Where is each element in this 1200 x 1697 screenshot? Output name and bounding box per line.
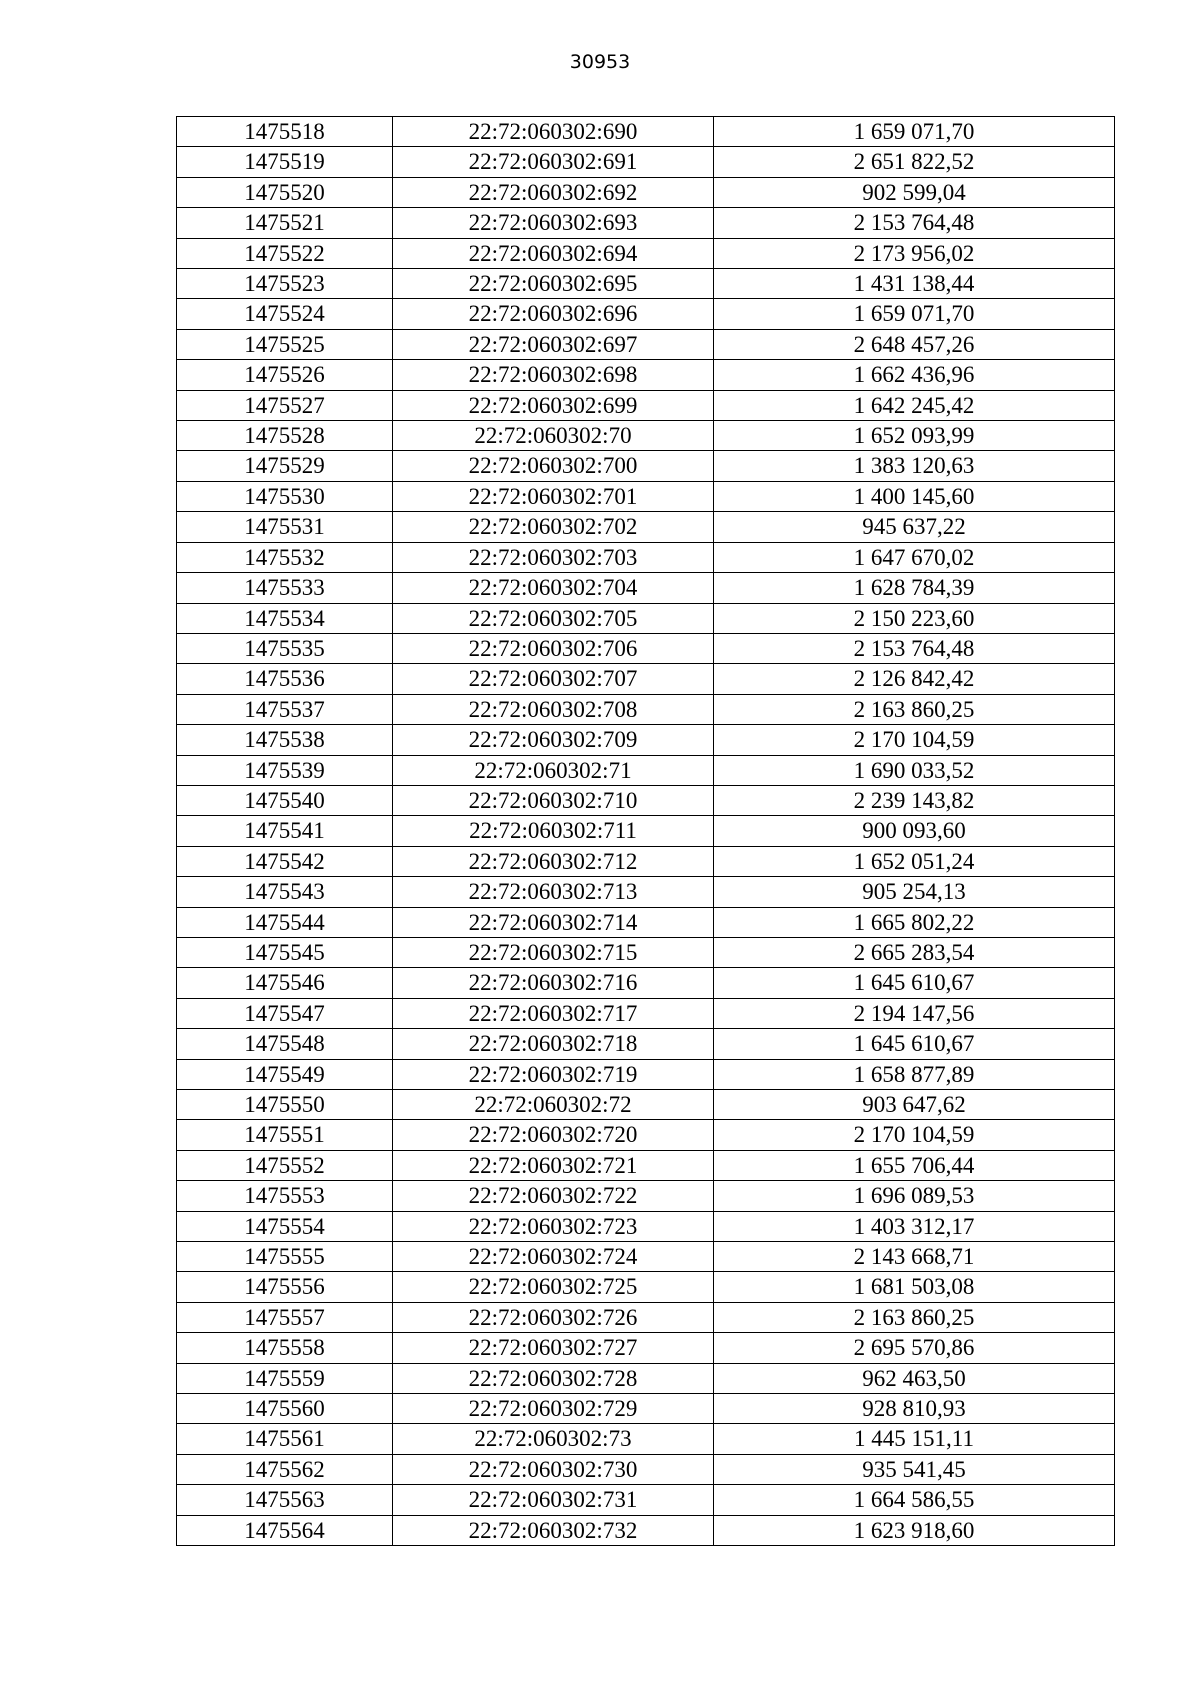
cadastral-value-cell: 2 153 764,48 [714, 208, 1115, 238]
cadastral-value-cell: 1 690 033,52 [714, 755, 1115, 785]
table-row [177, 238, 1115, 268]
row-number-cell: 1475540 [177, 785, 393, 815]
cadastral-value-cell: 1 400 145,60 [714, 481, 1115, 511]
table-row [177, 329, 1115, 359]
cadastral-number-cell: 22:72:060302:732 [393, 1515, 714, 1545]
cadastral-number-cell: 22:72:060302:716 [393, 968, 714, 998]
row-number-cell: 1475530 [177, 481, 393, 511]
table-row [177, 421, 1115, 451]
cadastral-number-cell: 22:72:060302:726 [393, 1302, 714, 1332]
table-row [177, 725, 1115, 755]
row-number-cell: 1475534 [177, 603, 393, 633]
cadastral-value-cell: 2 153 764,48 [714, 633, 1115, 663]
row-number-cell: 1475556 [177, 1272, 393, 1302]
table-row [177, 603, 1115, 633]
cadastral-value-cell: 928 810,93 [714, 1394, 1115, 1424]
row-number-cell: 1475527 [177, 390, 393, 420]
table-row [177, 1424, 1115, 1454]
cadastral-number-cell: 22:72:060302:72 [393, 1090, 714, 1120]
cadastral-number-cell: 22:72:060302:701 [393, 481, 714, 511]
cadastral-number-cell: 22:72:060302:699 [393, 390, 714, 420]
row-number-cell: 1475521 [177, 208, 393, 238]
row-number-cell: 1475557 [177, 1302, 393, 1332]
cadastral-number-cell: 22:72:060302:730 [393, 1454, 714, 1484]
table-row [177, 299, 1115, 329]
cadastral-number-cell: 22:72:060302:706 [393, 633, 714, 663]
row-number-cell: 1475520 [177, 177, 393, 207]
cadastral-number-cell: 22:72:060302:721 [393, 1150, 714, 1180]
row-number-cell: 1475558 [177, 1333, 393, 1363]
table-row [177, 1181, 1115, 1211]
row-number-cell: 1475542 [177, 846, 393, 876]
table-row [177, 177, 1115, 207]
cadastral-number-cell: 22:72:060302:691 [393, 147, 714, 177]
table-row [177, 1272, 1115, 1302]
cadastral-value-cell: 2 239 143,82 [714, 785, 1115, 815]
cadastral-value-cell: 1 655 706,44 [714, 1150, 1115, 1180]
table-row [177, 481, 1115, 511]
row-number-cell: 1475525 [177, 329, 393, 359]
table-row [177, 1150, 1115, 1180]
row-number-cell: 1475561 [177, 1424, 393, 1454]
cadastral-number-cell: 22:72:060302:729 [393, 1394, 714, 1424]
table-row [177, 512, 1115, 542]
cadastral-number-cell: 22:72:060302:709 [393, 725, 714, 755]
table-row [177, 1394, 1115, 1424]
row-number-cell: 1475548 [177, 1029, 393, 1059]
cadastral-value-cell: 935 541,45 [714, 1454, 1115, 1484]
cadastral-number-cell: 22:72:060302:722 [393, 1181, 714, 1211]
table-row [177, 1029, 1115, 1059]
cadastral-value-cell: 900 093,60 [714, 816, 1115, 846]
cadastral-value-cell: 903 647,62 [714, 1090, 1115, 1120]
table-row [177, 573, 1115, 603]
page-number: 30953 [569, 51, 631, 73]
row-number-cell: 1475538 [177, 725, 393, 755]
row-number-cell: 1475549 [177, 1059, 393, 1089]
table-row [177, 633, 1115, 663]
cadastral-number-cell: 22:72:060302:696 [393, 299, 714, 329]
table-row [177, 1090, 1115, 1120]
cadastral-number-cell: 22:72:060302:719 [393, 1059, 714, 1089]
cadastral-number-cell: 22:72:060302:725 [393, 1272, 714, 1302]
cadastral-value-cell: 1 652 051,24 [714, 846, 1115, 876]
row-number-cell: 1475523 [177, 269, 393, 299]
cadastral-value-cell: 1 664 586,55 [714, 1485, 1115, 1515]
cadastral-number-cell: 22:72:060302:707 [393, 664, 714, 694]
row-number-cell: 1475544 [177, 907, 393, 937]
cadastral-value-cell: 2 173 956,02 [714, 238, 1115, 268]
cadastral-number-cell: 22:72:060302:731 [393, 1485, 714, 1515]
row-number-cell: 1475543 [177, 877, 393, 907]
cadastral-value-cell: 1 623 918,60 [714, 1515, 1115, 1545]
table-row [177, 1302, 1115, 1332]
cadastral-number-cell: 22:72:060302:704 [393, 573, 714, 603]
cadastral-number-cell: 22:72:060302:723 [393, 1211, 714, 1241]
cadastral-value-cell: 902 599,04 [714, 177, 1115, 207]
cadastral-number-cell: 22:72:060302:728 [393, 1363, 714, 1393]
cadastral-value-cell: 1 431 138,44 [714, 269, 1115, 299]
table-row [177, 907, 1115, 937]
cadastral-value-cell: 2 143 668,71 [714, 1242, 1115, 1272]
row-number-cell: 1475563 [177, 1485, 393, 1515]
cadastral-value-cell: 2 150 223,60 [714, 603, 1115, 633]
cadastral-number-cell: 22:72:060302:694 [393, 238, 714, 268]
table-row [177, 755, 1115, 785]
cadastral-number-cell: 22:72:060302:708 [393, 694, 714, 724]
row-number-cell: 1475547 [177, 998, 393, 1028]
cadastral-number-cell: 22:72:060302:727 [393, 1333, 714, 1363]
cadastral-value-cell: 1 642 245,42 [714, 390, 1115, 420]
cadastral-number-cell: 22:72:060302:690 [393, 117, 714, 147]
table-row [177, 1515, 1115, 1545]
cadastral-value-cell: 2 695 570,86 [714, 1333, 1115, 1363]
table-row [177, 1454, 1115, 1484]
row-number-cell: 1475536 [177, 664, 393, 694]
cadastral-value-cell: 1 445 151,11 [714, 1424, 1115, 1454]
cadastral-value-cell: 1 647 670,02 [714, 542, 1115, 572]
cadastral-value-cell: 2 194 147,56 [714, 998, 1115, 1028]
row-number-cell: 1475529 [177, 451, 393, 481]
cadastral-value-cell: 1 403 312,17 [714, 1211, 1115, 1241]
row-number-cell: 1475560 [177, 1394, 393, 1424]
cadastral-value-cell: 962 463,50 [714, 1363, 1115, 1393]
cadastral-value-cell: 1 665 802,22 [714, 907, 1115, 937]
cadastral-value-cell: 1 659 071,70 [714, 117, 1115, 147]
cadastral-value-cell: 1 662 436,96 [714, 360, 1115, 390]
cadastral-number-cell: 22:72:060302:695 [393, 269, 714, 299]
table-row [177, 664, 1115, 694]
cadastral-value-table [176, 116, 1115, 1546]
cadastral-value-cell: 2 665 283,54 [714, 937, 1115, 967]
cadastral-value-cell: 1 659 071,70 [714, 299, 1115, 329]
cadastral-number-cell: 22:72:060302:714 [393, 907, 714, 937]
row-number-cell: 1475552 [177, 1150, 393, 1180]
cadastral-value-cell: 1 645 610,67 [714, 1029, 1115, 1059]
cadastral-value-cell: 1 696 089,53 [714, 1181, 1115, 1211]
table-row [177, 968, 1115, 998]
row-number-cell: 1475550 [177, 1090, 393, 1120]
row-number-cell: 1475559 [177, 1363, 393, 1393]
row-number-cell: 1475539 [177, 755, 393, 785]
cadastral-value-cell: 1 658 877,89 [714, 1059, 1115, 1089]
cadastral-number-cell: 22:72:060302:718 [393, 1029, 714, 1059]
table-row [177, 269, 1115, 299]
table-row [177, 208, 1115, 238]
cadastral-number-cell: 22:72:060302:724 [393, 1242, 714, 1272]
cadastral-number-cell: 22:72:060302:712 [393, 846, 714, 876]
table-row [177, 117, 1115, 147]
table-row [177, 846, 1115, 876]
cadastral-number-cell: 22:72:060302:703 [393, 542, 714, 572]
table-row [177, 937, 1115, 967]
row-number-cell: 1475554 [177, 1211, 393, 1241]
table-row [177, 1485, 1115, 1515]
table-row [177, 998, 1115, 1028]
cadastral-value-cell: 2 651 822,52 [714, 147, 1115, 177]
row-number-cell: 1475532 [177, 542, 393, 572]
cadastral-number-cell: 22:72:060302:715 [393, 937, 714, 967]
table-row [177, 451, 1115, 481]
cadastral-number-cell: 22:72:060302:705 [393, 603, 714, 633]
cadastral-value-cell: 2 126 842,42 [714, 664, 1115, 694]
cadastral-number-cell: 22:72:060302:697 [393, 329, 714, 359]
cadastral-value-cell: 2 170 104,59 [714, 725, 1115, 755]
row-number-cell: 1475535 [177, 633, 393, 663]
cadastral-value-cell: 2 170 104,59 [714, 1120, 1115, 1150]
table-row [177, 1363, 1115, 1393]
table-row [177, 147, 1115, 177]
row-number-cell: 1475531 [177, 512, 393, 542]
table-row [177, 694, 1115, 724]
cadastral-number-cell: 22:72:060302:73 [393, 1424, 714, 1454]
row-number-cell: 1475533 [177, 573, 393, 603]
table-row [177, 360, 1115, 390]
cadastral-number-cell: 22:72:060302:70 [393, 421, 714, 451]
cadastral-value-cell: 945 637,22 [714, 512, 1115, 542]
table-row [177, 542, 1115, 572]
row-number-cell: 1475551 [177, 1120, 393, 1150]
cadastral-value-cell: 1 652 093,99 [714, 421, 1115, 451]
table-row [177, 1120, 1115, 1150]
cadastral-number-cell: 22:72:060302:702 [393, 512, 714, 542]
row-number-cell: 1475522 [177, 238, 393, 268]
table-row [177, 1059, 1115, 1089]
row-number-cell: 1475564 [177, 1515, 393, 1545]
cadastral-value-cell: 2 163 860,25 [714, 694, 1115, 724]
cadastral-value-cell: 2 648 457,26 [714, 329, 1115, 359]
cadastral-number-cell: 22:72:060302:692 [393, 177, 714, 207]
row-number-cell: 1475553 [177, 1181, 393, 1211]
table-row [177, 1242, 1115, 1272]
cadastral-value-cell: 1 681 503,08 [714, 1272, 1115, 1302]
cadastral-value-cell: 905 254,13 [714, 877, 1115, 907]
cadastral-number-cell: 22:72:060302:710 [393, 785, 714, 815]
cadastral-value-cell: 1 645 610,67 [714, 968, 1115, 998]
cadastral-number-cell: 22:72:060302:700 [393, 451, 714, 481]
cadastral-value-cell: 1 628 784,39 [714, 573, 1115, 603]
cadastral-value-cell: 1 383 120,63 [714, 451, 1115, 481]
cadastral-number-cell: 22:72:060302:711 [393, 816, 714, 846]
cadastral-number-cell: 22:72:060302:717 [393, 998, 714, 1028]
cadastral-number-cell: 22:72:060302:71 [393, 755, 714, 785]
cadastral-number-cell: 22:72:060302:693 [393, 208, 714, 238]
row-number-cell: 1475526 [177, 360, 393, 390]
table-row [177, 877, 1115, 907]
row-number-cell: 1475518 [177, 117, 393, 147]
row-number-cell: 1475541 [177, 816, 393, 846]
table-row [177, 1211, 1115, 1241]
cadastral-number-cell: 22:72:060302:713 [393, 877, 714, 907]
row-number-cell: 1475528 [177, 421, 393, 451]
table-row [177, 390, 1115, 420]
table-body [177, 117, 1115, 1546]
row-number-cell: 1475546 [177, 968, 393, 998]
cadastral-number-cell: 22:72:060302:698 [393, 360, 714, 390]
table-row [177, 816, 1115, 846]
row-number-cell: 1475555 [177, 1242, 393, 1272]
table-row [177, 785, 1115, 815]
table-row [177, 1333, 1115, 1363]
row-number-cell: 1475562 [177, 1454, 393, 1484]
row-number-cell: 1475545 [177, 937, 393, 967]
cadastral-number-cell: 22:72:060302:720 [393, 1120, 714, 1150]
row-number-cell: 1475537 [177, 694, 393, 724]
row-number-cell: 1475524 [177, 299, 393, 329]
row-number-cell: 1475519 [177, 147, 393, 177]
cadastral-value-cell: 2 163 860,25 [714, 1302, 1115, 1332]
